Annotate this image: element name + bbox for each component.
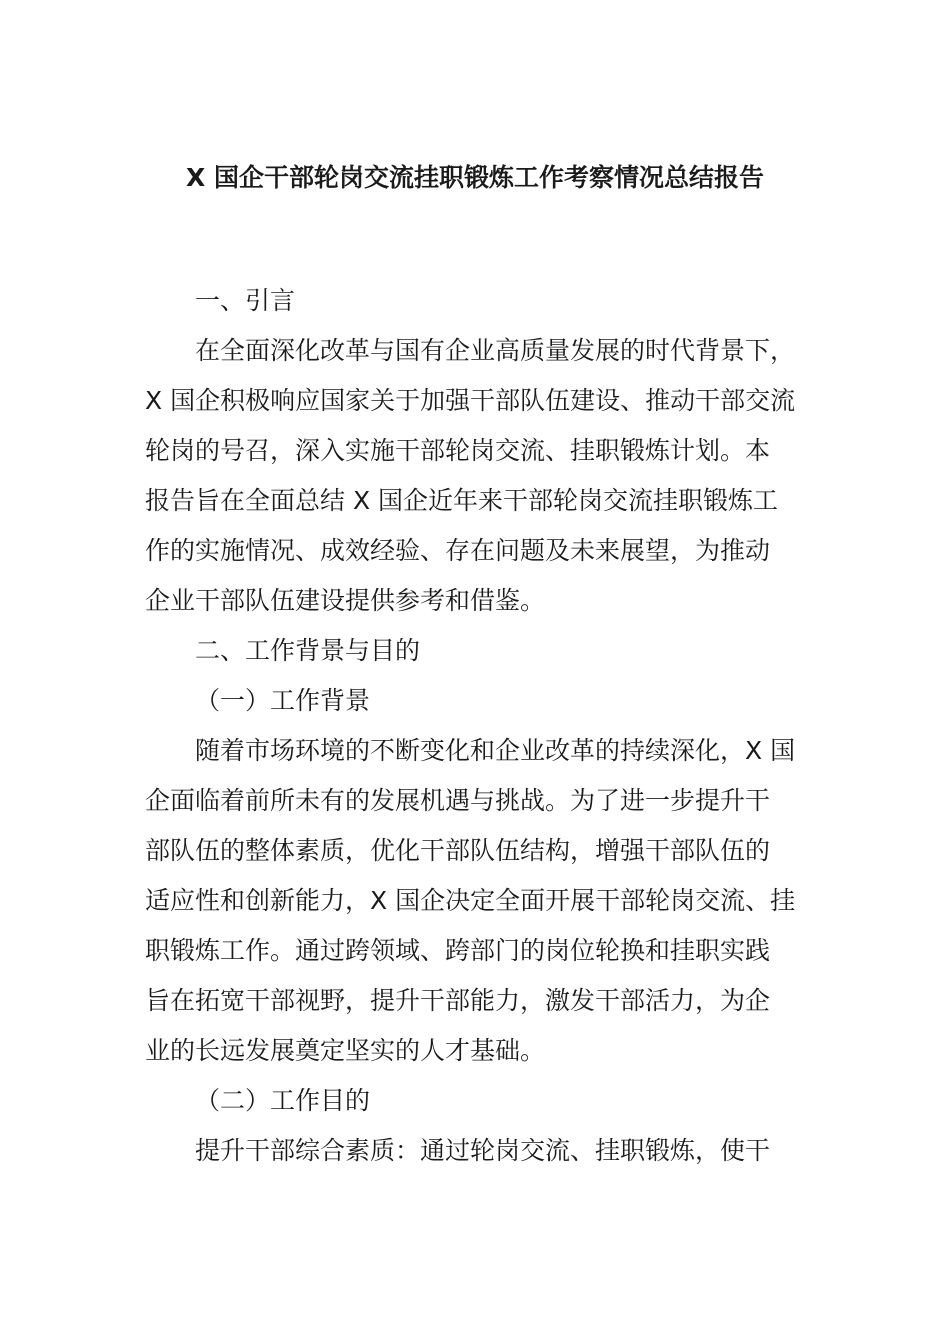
paragraph-line: 职锻炼工作。通过跨领域、跨部门的岗位轮换和挂职实践 — [145, 936, 771, 965]
paragraph-line: 企面临着前所未有的发展机遇与挑战。为了进一步提升干 — [145, 786, 771, 815]
paragraph-line: 作的实施情况、成效经验、存在问题及未来展望，为推动 — [145, 536, 771, 565]
paragraph-line: X 国企积极响应国家关于加强干部队伍建设、推动干部交流 — [145, 386, 796, 415]
heading-background-purpose: 二、工作背景与目的 — [195, 636, 421, 665]
paragraph-line: 提升干部综合素质：通过轮岗交流、挂职锻炼，使干 — [195, 1136, 771, 1165]
paragraph-line: 随着市场环境的不断变化和企业改革的持续深化，X 国 — [195, 736, 796, 765]
paragraph-line: 业的长远发展奠定坚实的人才基础。 — [145, 1036, 546, 1065]
subheading-work-background: （一）工作背景 — [195, 686, 371, 715]
document-body — [145, 276, 809, 1176]
paragraph-line: 部队伍的整体素质，优化干部队伍结构，增强干部队伍的 — [145, 836, 771, 865]
subheading-work-purpose: （二）工作目的 — [195, 1086, 371, 1115]
paragraph-line: 旨在拓宽干部视野，提升干部能力，激发干部活力，为企 — [145, 986, 771, 1015]
heading-introduction: 一、引言 — [195, 286, 296, 315]
paragraph-line: 轮岗的号召，深入实施干部轮岗交流、挂职锻炼计划。本 — [145, 436, 771, 465]
paragraph-line: 企业干部队伍建设提供参考和借鉴。 — [145, 586, 546, 615]
paragraph-line: 在全面深化改革与国有企业高质量发展的时代背景下， — [195, 336, 796, 365]
paragraph-line: 适应性和创新能力，X 国企决定全面开展干部轮岗交流、挂 — [145, 886, 796, 915]
document-title: X 国企干部轮岗交流挂职锻炼工作考察情况总结报告 — [186, 163, 764, 192]
paragraph-line: 报告旨在全面总结 X 国企近年来干部轮岗交流挂职锻炼工 — [145, 486, 779, 515]
